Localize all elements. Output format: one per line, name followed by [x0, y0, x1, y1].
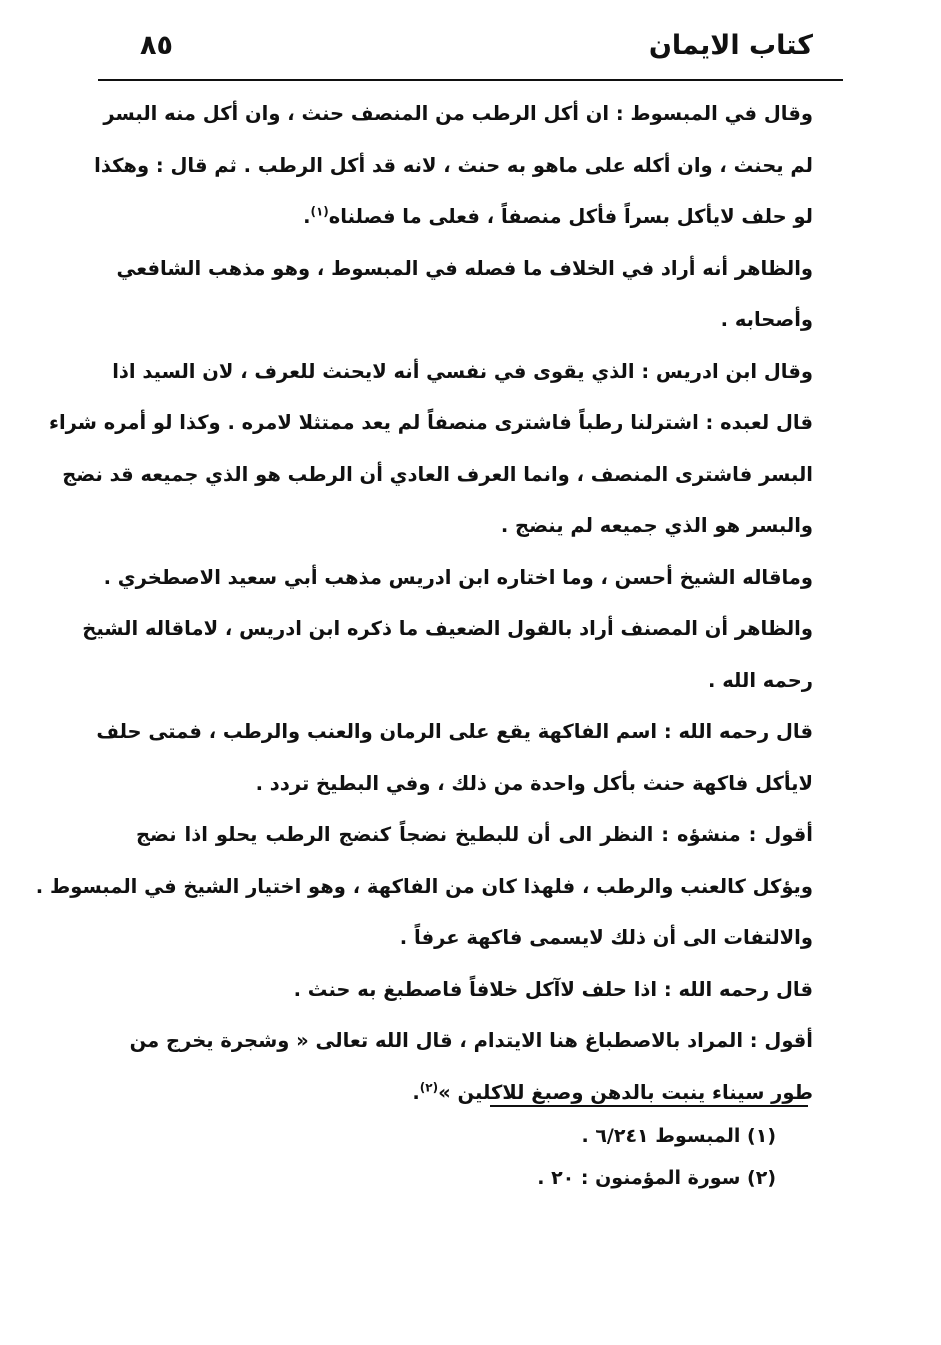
line-end-period: . [412, 1080, 420, 1104]
header-divider [98, 79, 843, 81]
running-title: كتاب الايمان [648, 30, 813, 61]
text-line-content: لو حلف لايأكل بسراً فأكل منصفاً ، فعلى ما فصلناه [328, 205, 813, 228]
footnotes [537, 1115, 776, 1199]
text-line [136, 191, 813, 243]
text-line: أقول : المراد بالاصطباغ هنا الايتدام ، قال الله تعالى « وشجرة يخرج من [129, 1029, 813, 1052]
text-line: وأصحابه . [720, 308, 813, 331]
text-line: والبسر هو الذي جميعه لم ينضج . [500, 514, 813, 537]
body-text [35, 88, 813, 1118]
text-line: وقال في المبسوط : ان أكل الرطب من المنصف حنث ، وان أكل منه البسر [103, 102, 813, 125]
text-line: لايأكل فاكهة حنث بأكل واحدة من ذلك ، وفي البطيخ تردد . [255, 771, 813, 795]
text-line-content: طور سيناء ينبت بالدهن وصبغ للاكلين » [438, 1080, 813, 1104]
text-line: البسر فاشترى المنصف ، وانما العرف العادي أن الرطب هو الذي جميعه قد نضج [62, 462, 813, 486]
text-line: قال لعبده : اشترلنا رطباً فاشترى منصفاً لم يعد ممتثلا لامره . وكذا لو أمره شراء [48, 411, 813, 434]
text-line: وماقاله الشيخ أحسن ، وما اختاره ابن ادريس مذهب أبي سعيد الاصطخري . [103, 565, 813, 589]
text-line: والالتفات الى أن ذلك لايسمى فاكهة عرفاً . [399, 926, 813, 949]
footnote-mark-1[interactable]: (١) [310, 204, 329, 219]
footnote-1: (١) المبسوط ٦/٢٤١ . [581, 1125, 776, 1147]
text-line: قال رحمه الله : اسم الفاكهة يقع على الرمان والعنب والرطب ، فمتى حلف [96, 720, 813, 743]
text-line [136, 1067, 813, 1119]
text-line: قال رحمه الله : اذا حلف لاآكل خلافاً فاصطبغ به حنث . [293, 977, 813, 1001]
text-line: رحمه الله . [708, 668, 813, 692]
text-line: ويؤكل كالعنب والرطب ، فلهذا كان من الفاكهة ، وهو اختيار الشيخ في المبسوط . [35, 874, 813, 898]
footnote-divider [490, 1105, 808, 1107]
text-line: أقول : منشؤه : النظر الى أن للبطيخ نضجاً كنضج الرطب يحلو اذا نضج [136, 823, 813, 846]
line-end-period: . [303, 205, 311, 228]
text-line: والظاهر أن المصنف أراد بالقول الضعيف ما ذكره ابن ادريس ، لاماقاله الشيخ [82, 617, 813, 640]
text-line: لم يحنث ، وان أكله على ماهو به حنث ، لانه قد أكل الرطب . ثم قال : وهكذا [94, 153, 813, 177]
text-line: والظاهر أنه أراد في الخلاف ما فصله في المبسوط ، وهو مذهب الشافعي [116, 256, 813, 280]
page-number: ٨٥ [140, 30, 173, 61]
footnote-2: (٢) سورة المؤمنون : ٢٠ . [537, 1167, 776, 1189]
text-line: وقال ابن ادريس : الذي يقوى في نفسي أنه لايحنث للعرف ، لان السيد اذا [112, 359, 813, 383]
footnote-mark-2[interactable]: (٢) [419, 1080, 439, 1094]
